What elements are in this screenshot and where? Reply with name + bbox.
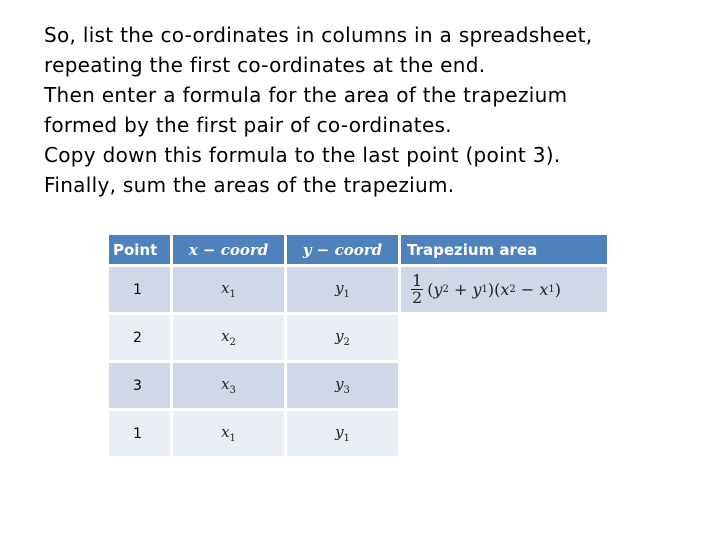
instruction-line: formed by the first pair of co-ordinates.	[44, 113, 452, 137]
point-cell: 1	[109, 264, 173, 312]
instruction-line: So, list the co-ordinates in columns in a spreadsheet,	[44, 23, 593, 47]
y-cell: $y_3$	[287, 360, 401, 408]
instruction-line: Finally, sum the areas of the trapezium.	[44, 173, 455, 197]
instruction-line: Then enter a formula for the area of the trapezium	[44, 83, 568, 107]
area-cell	[401, 408, 607, 456]
area-cell	[401, 360, 607, 408]
x-cell: $x_1$	[173, 264, 287, 312]
area-cell	[401, 264, 607, 312]
half-fraction: $\frac{1}{2}$	[412, 271, 423, 307]
header-x-coord: x − coord	[173, 235, 287, 264]
y-cell: $y_1$	[287, 408, 401, 456]
area-cell	[401, 312, 607, 360]
header-trapezium-area: Trapezium area	[401, 235, 607, 264]
point-cell: 3	[109, 360, 173, 408]
table-row	[109, 408, 607, 456]
instruction-line: Copy down this formula to the last point (point 3).	[44, 143, 561, 167]
y-cell: $y_2$	[287, 312, 401, 360]
table-header-row	[109, 235, 607, 264]
point-cell: 1	[109, 408, 173, 456]
instructions-text	[44, 20, 704, 200]
header-y-coord: y − coord	[287, 235, 401, 264]
x-cell: $x_3$	[173, 360, 287, 408]
table-row	[109, 264, 607, 312]
instruction-line: repeating the first co-ordinates at the end.	[44, 53, 486, 77]
table-row	[109, 360, 607, 408]
coordinates-table	[109, 235, 607, 456]
y-cell: $y_1$	[287, 264, 401, 312]
x-cell: $x_1$	[173, 408, 287, 456]
table-row	[109, 312, 607, 360]
point-cell: 2	[109, 312, 173, 360]
trapezium-formula: $\frac{1}{2}$ ( y 2 + y 1 ) ( x 2 − x 1 )	[412, 271, 561, 307]
header-point: Point	[109, 235, 173, 264]
x-cell: $x_2$	[173, 312, 287, 360]
